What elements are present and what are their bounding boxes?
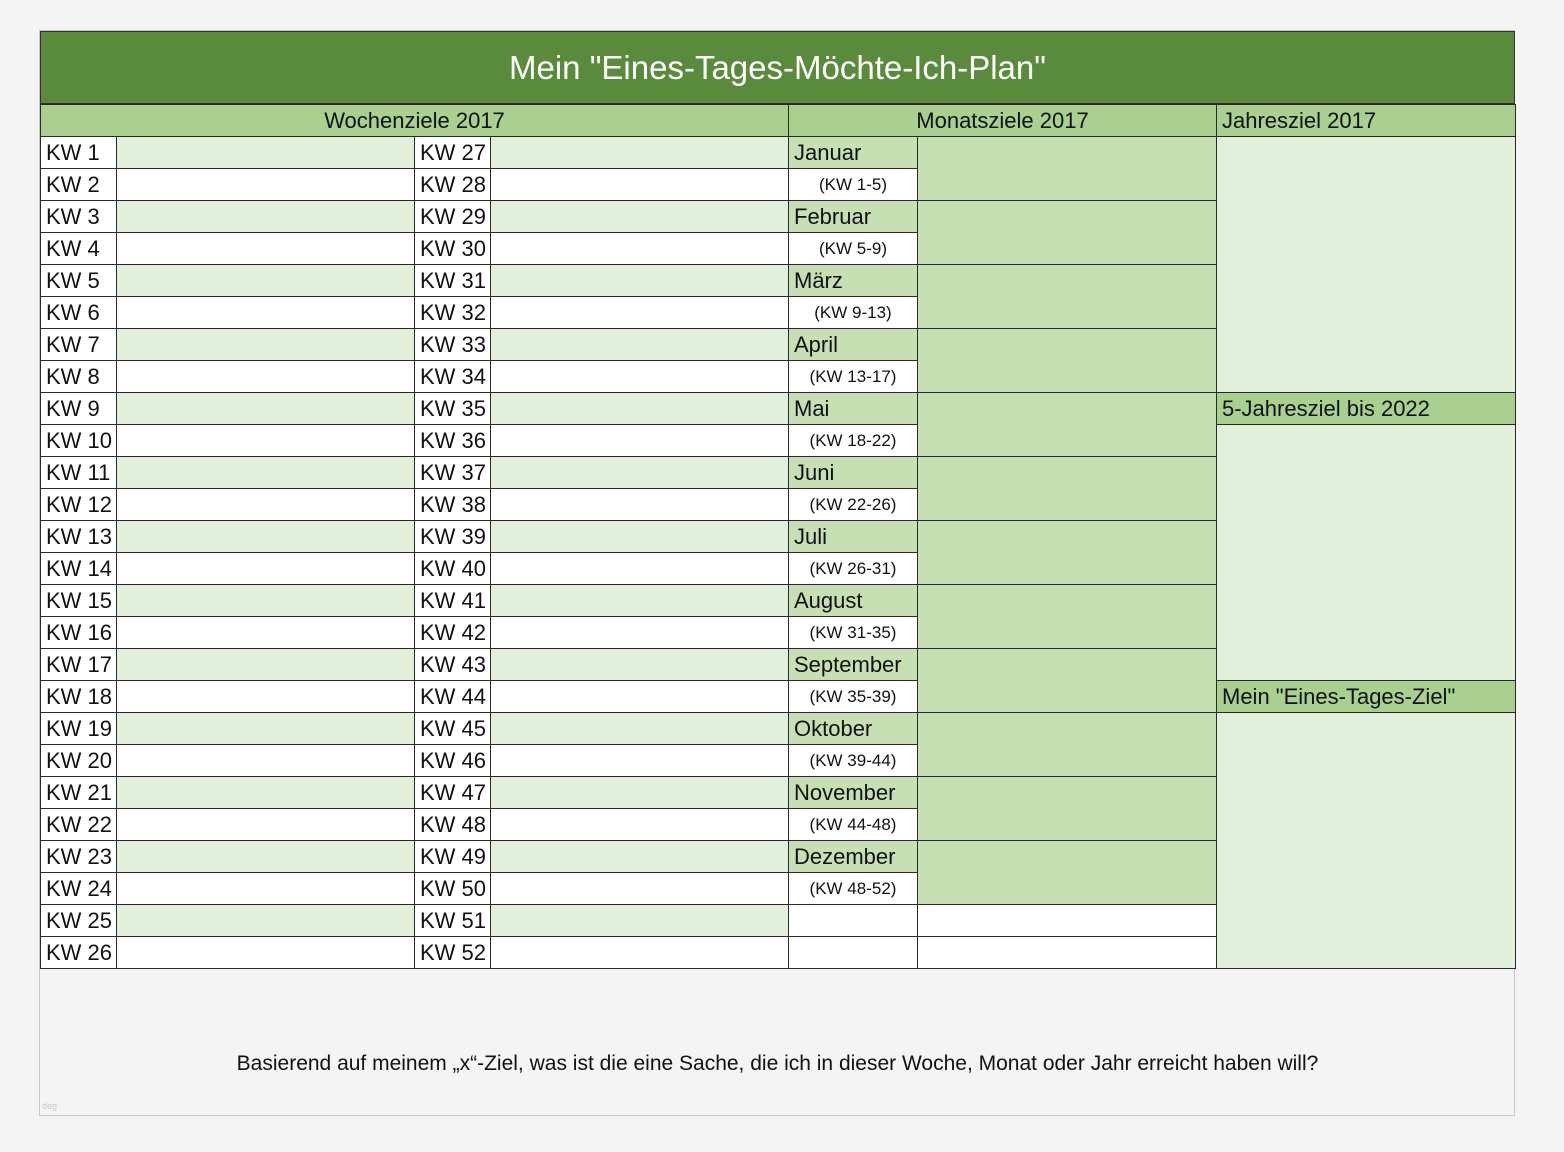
week-goal-cell[interactable] (117, 585, 415, 617)
week-label: KW 8 (41, 361, 117, 393)
month-goal-cell[interactable] (918, 777, 1217, 841)
week-goal-cell[interactable] (491, 521, 789, 553)
yearly-header: Jahresziel 2017 (1217, 105, 1516, 137)
week-label: KW 24 (41, 873, 117, 905)
someday-goal-box[interactable] (1217, 713, 1516, 969)
week-goal-cell[interactable] (491, 361, 789, 393)
empty-month-goal-cell[interactable] (918, 905, 1217, 937)
week-goal-cell[interactable] (491, 137, 789, 169)
week-label: KW 27 (415, 137, 491, 169)
week-goal-cell[interactable] (117, 201, 415, 233)
month-name: November (789, 777, 918, 809)
week-goal-cell[interactable] (491, 297, 789, 329)
week-goal-cell[interactable] (117, 457, 415, 489)
week-label: KW 34 (415, 361, 491, 393)
week-goal-cell[interactable] (491, 393, 789, 425)
someday-header: Mein "Eines-Tages-Ziel" (1217, 681, 1516, 713)
week-label: KW 44 (415, 681, 491, 713)
week-label: KW 3 (41, 201, 117, 233)
week-goal-cell[interactable] (117, 361, 415, 393)
week-label: KW 20 (41, 745, 117, 777)
month-range: (KW 31-35) (789, 617, 918, 649)
week-label: KW 6 (41, 297, 117, 329)
week-goal-cell[interactable] (491, 777, 789, 809)
month-goal-cell[interactable] (918, 457, 1217, 521)
week-label: KW 41 (415, 585, 491, 617)
weekly-header: Wochenziele 2017 (41, 105, 789, 137)
week-label: KW 38 (415, 489, 491, 521)
yearly-goal-box[interactable] (1217, 137, 1516, 393)
week-goal-cell[interactable] (117, 681, 415, 713)
week-goal-cell[interactable] (117, 169, 415, 201)
week-label: KW 36 (415, 425, 491, 457)
week-label: KW 47 (415, 777, 491, 809)
week-label: KW 12 (41, 489, 117, 521)
week-label: KW 7 (41, 329, 117, 361)
five-year-header: 5-Jahresziel bis 2022 (1217, 393, 1516, 425)
week-label: KW 42 (415, 617, 491, 649)
month-range: (KW 44-48) (789, 809, 918, 841)
week-label: KW 39 (415, 521, 491, 553)
five-year-goal-box[interactable] (1217, 425, 1516, 681)
month-range: (KW 48-52) (789, 873, 918, 905)
week-goal-cell[interactable] (117, 809, 415, 841)
week-goal-cell[interactable] (117, 841, 415, 873)
week-goal-cell[interactable] (117, 873, 415, 905)
week-label: KW 18 (41, 681, 117, 713)
week-label: KW 1 (41, 137, 117, 169)
week-label: KW 40 (415, 553, 491, 585)
week-goal-cell[interactable] (117, 777, 415, 809)
month-goal-cell[interactable] (918, 713, 1217, 777)
week-label: KW 49 (415, 841, 491, 873)
week-goal-cell[interactable] (117, 489, 415, 521)
week-goal-cell[interactable] (117, 425, 415, 457)
month-range: (KW 18-22) (789, 425, 918, 457)
month-range: (KW 22-26) (789, 489, 918, 521)
week-goal-cell[interactable] (491, 809, 789, 841)
month-name: März (789, 265, 918, 297)
week-goal-cell[interactable] (491, 873, 789, 905)
week-label: KW 31 (415, 265, 491, 297)
week-goal-cell[interactable] (117, 745, 415, 777)
week-goal-cell[interactable] (117, 553, 415, 585)
week-goal-cell[interactable] (491, 457, 789, 489)
month-range: (KW 9-13) (789, 297, 918, 329)
month-name: Juni (789, 457, 918, 489)
week-label: KW 16 (41, 617, 117, 649)
footer-question: Basierend auf meinem „x“-Ziel, was ist die eine Sache, die ich in dieser Woche, Monat oder Jahr erreicht haben will? (236, 1052, 1319, 1075)
week-goal-cell[interactable] (117, 137, 415, 169)
month-goal-cell[interactable] (918, 201, 1217, 265)
week-label: KW 5 (41, 265, 117, 297)
month-goal-cell[interactable] (918, 137, 1217, 201)
week-label: KW 15 (41, 585, 117, 617)
week-label: KW 13 (41, 521, 117, 553)
month-goal-cell[interactable] (918, 329, 1217, 393)
week-label: KW 50 (415, 873, 491, 905)
week-label: KW 51 (415, 905, 491, 937)
monthly-header: Monatsziele 2017 (789, 105, 1217, 137)
week-goal-cell[interactable] (491, 745, 789, 777)
week-label: KW 14 (41, 553, 117, 585)
week-label: KW 43 (415, 649, 491, 681)
empty-month-cell (789, 937, 918, 969)
month-goal-cell[interactable] (918, 649, 1217, 713)
week-label: KW 23 (41, 841, 117, 873)
week-goal-cell[interactable] (117, 297, 415, 329)
week-label: KW 21 (41, 777, 117, 809)
week-goal-cell[interactable] (117, 393, 415, 425)
week-label: KW 29 (415, 201, 491, 233)
week-label: KW 22 (41, 809, 117, 841)
week-label: KW 2 (41, 169, 117, 201)
month-name: Dezember (789, 841, 918, 873)
month-name: Mai (789, 393, 918, 425)
week-goal-cell[interactable] (117, 713, 415, 745)
week-goal-cell[interactable] (117, 649, 415, 681)
month-goal-cell[interactable] (918, 393, 1217, 457)
week-goal-cell[interactable] (117, 233, 415, 265)
week-goal-cell[interactable] (491, 169, 789, 201)
week-goal-cell[interactable] (117, 265, 415, 297)
week-goal-cell[interactable] (491, 617, 789, 649)
week-goal-cell[interactable] (117, 937, 415, 969)
week-goal-cell[interactable] (491, 265, 789, 297)
week-goal-cell[interactable] (491, 585, 789, 617)
month-range: (KW 5-9) (789, 233, 918, 265)
month-name: August (789, 585, 918, 617)
month-name: April (789, 329, 918, 361)
month-range: (KW 1-5) (789, 169, 918, 201)
month-name: September (789, 649, 918, 681)
month-range: (KW 39-44) (789, 745, 918, 777)
page-title: Mein "Eines-Tages-Möchte-Ich-Plan" (40, 31, 1515, 104)
week-label: KW 52 (415, 937, 491, 969)
empty-month-goal-cell[interactable] (918, 937, 1217, 969)
empty-month-cell (789, 905, 918, 937)
week-label: KW 28 (415, 169, 491, 201)
week-goal-cell[interactable] (491, 553, 789, 585)
month-goal-cell[interactable] (918, 265, 1217, 329)
week-goal-cell[interactable] (491, 681, 789, 713)
month-name: Februar (789, 201, 918, 233)
week-label: KW 48 (415, 809, 491, 841)
week-label: KW 30 (415, 233, 491, 265)
week-goal-cell[interactable] (491, 905, 789, 937)
month-goal-cell[interactable] (918, 841, 1217, 905)
week-goal-cell[interactable] (491, 489, 789, 521)
week-label: KW 35 (415, 393, 491, 425)
week-label: KW 37 (415, 457, 491, 489)
week-label: KW 10 (41, 425, 117, 457)
week-label: KW 32 (415, 297, 491, 329)
week-label: KW 4 (41, 233, 117, 265)
week-label: KW 9 (41, 393, 117, 425)
week-goal-cell[interactable] (117, 329, 415, 361)
month-name: Januar (789, 137, 918, 169)
week-label: KW 45 (415, 713, 491, 745)
month-goal-cell[interactable] (918, 521, 1217, 585)
week-goal-cell[interactable] (491, 329, 789, 361)
week-label: KW 19 (41, 713, 117, 745)
plan-table (40, 104, 1516, 969)
week-goal-cell[interactable] (491, 713, 789, 745)
month-name: Oktober (789, 713, 918, 745)
week-goal-cell[interactable] (117, 905, 415, 937)
week-goal-cell[interactable] (491, 841, 789, 873)
month-range: (KW 13-17) (789, 361, 918, 393)
week-label: KW 26 (41, 937, 117, 969)
week-goal-cell[interactable] (117, 521, 415, 553)
week-goal-cell[interactable] (491, 425, 789, 457)
month-name: Juli (789, 521, 918, 553)
week-label: KW 11 (41, 457, 117, 489)
week-label: KW 17 (41, 649, 117, 681)
month-goal-cell[interactable] (918, 585, 1217, 649)
month-range: (KW 26-31) (789, 553, 918, 585)
week-label: KW 46 (415, 745, 491, 777)
week-goal-cell[interactable] (491, 201, 789, 233)
week-goal-cell[interactable] (117, 617, 415, 649)
week-goal-cell[interactable] (491, 233, 789, 265)
watermark: deg (42, 1101, 58, 1111)
week-goal-cell[interactable] (491, 649, 789, 681)
week-goal-cell[interactable] (491, 937, 789, 969)
week-label: KW 33 (415, 329, 491, 361)
week-label: KW 25 (41, 905, 117, 937)
month-range: (KW 35-39) (789, 681, 918, 713)
